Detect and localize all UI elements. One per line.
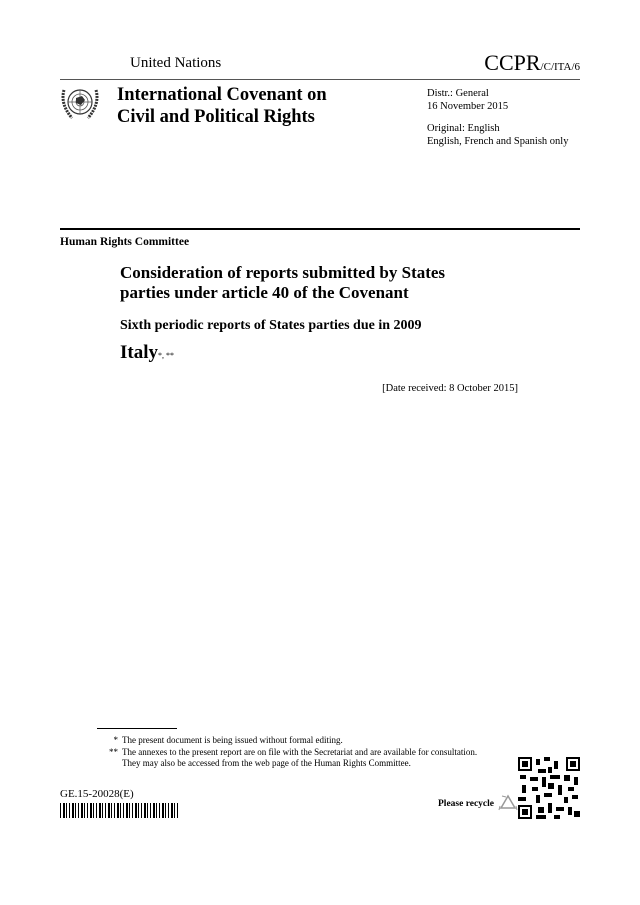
title-line: Civil and Political Rights bbox=[117, 107, 315, 127]
barcode bbox=[60, 803, 178, 818]
report-heading bbox=[120, 263, 445, 303]
footnote-text: The annexes to the present report are on file with the Secretariat and are available for consultation. bbox=[122, 746, 478, 757]
committee-name: Human Rights Committee bbox=[60, 236, 190, 248]
original-language: Original: English bbox=[427, 123, 500, 134]
distribution-block bbox=[427, 87, 568, 148]
country-title bbox=[120, 342, 174, 364]
issue-date: 16 November 2015 bbox=[427, 101, 509, 112]
heading-line: parties under article 40 of the Covenant bbox=[120, 283, 409, 302]
footnote-text: The present document is being issued without formal editing. bbox=[122, 735, 343, 745]
footnote bbox=[96, 747, 477, 759]
covenant-title bbox=[117, 84, 327, 128]
footnote-rule bbox=[97, 728, 177, 729]
job-number: GE.15-20028(E) bbox=[60, 788, 134, 800]
country: Italy bbox=[120, 342, 158, 363]
footnote-text: They may also be accessed from the web page of the Human Rights Committee. bbox=[122, 758, 411, 768]
qr-code bbox=[518, 757, 580, 819]
footnote-mark: * bbox=[113, 735, 118, 745]
title-line: International Covenant on bbox=[117, 85, 327, 105]
languages: English, French and Spanish only bbox=[427, 136, 569, 147]
document-symbol bbox=[484, 50, 580, 76]
report-subheading: Sixth periodic reports of States parties due in 2009 bbox=[120, 318, 422, 333]
footnote-mark: ** bbox=[109, 746, 118, 757]
header-rule bbox=[60, 79, 580, 80]
footnote bbox=[96, 735, 477, 747]
distr: Distr.: General bbox=[427, 88, 489, 99]
heading-line: Consideration of reports submitted by States bbox=[120, 263, 446, 282]
thick-rule bbox=[60, 228, 580, 230]
footnotes bbox=[96, 735, 477, 770]
symbol-main: CCPR bbox=[484, 50, 541, 75]
recycle-label: Please recycle bbox=[438, 799, 494, 809]
un-emblem-icon bbox=[58, 82, 102, 124]
org-name: United Nations bbox=[130, 55, 222, 71]
footnote-marks: *, ** bbox=[158, 351, 174, 360]
symbol-suffix: /C/ITA/6 bbox=[540, 61, 580, 73]
date-received: [Date received: 8 October 2015] bbox=[382, 383, 518, 394]
recycle-icon bbox=[497, 793, 519, 815]
